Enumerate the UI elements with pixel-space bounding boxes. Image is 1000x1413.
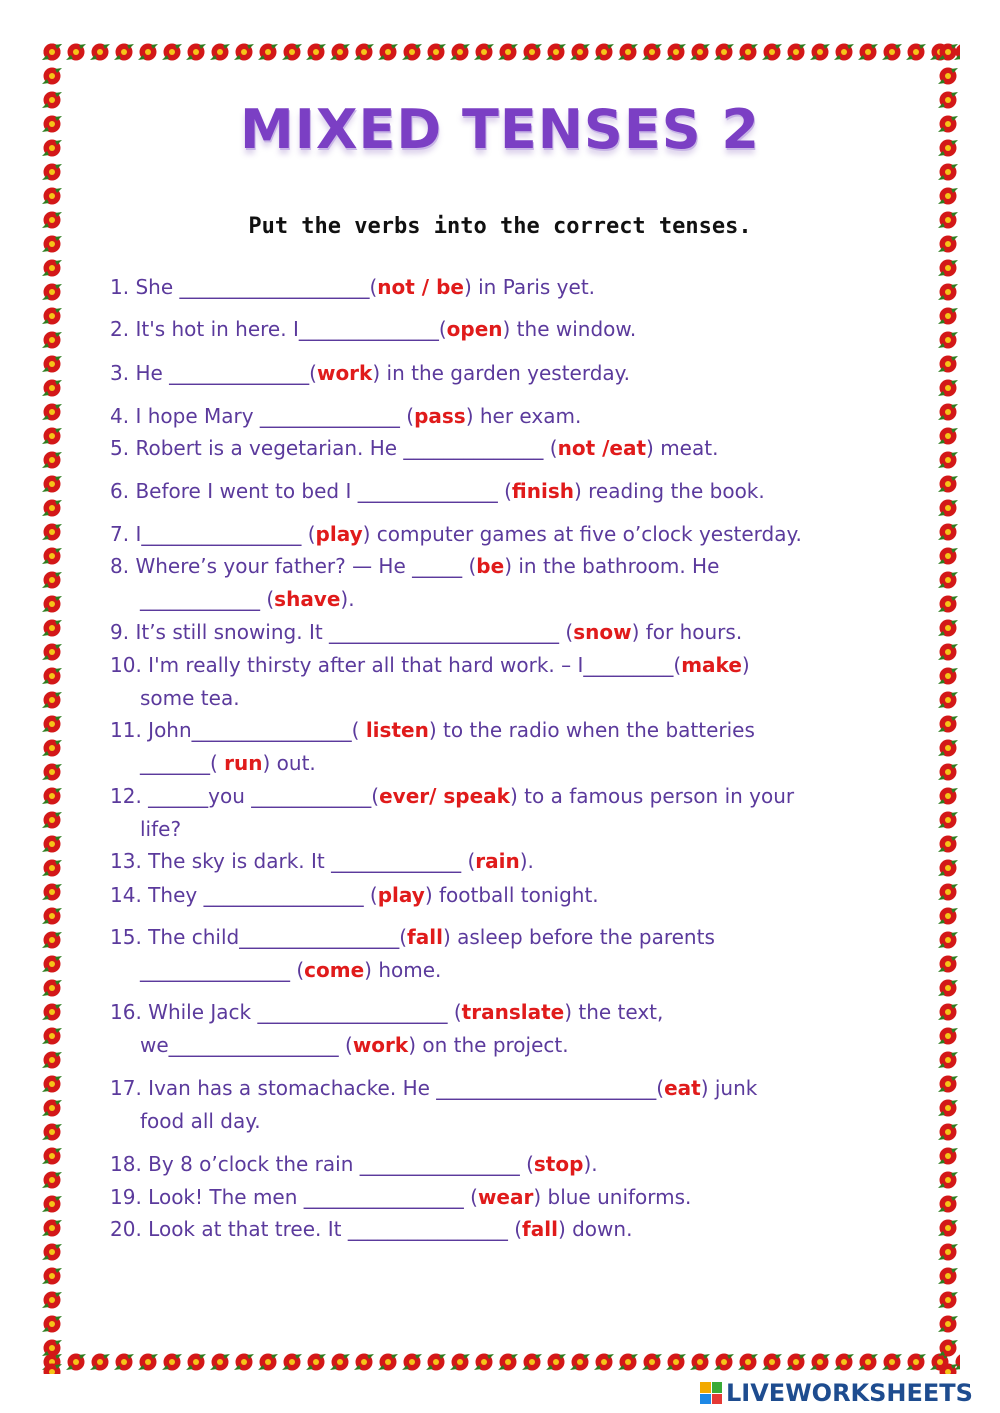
verb-hint: eat [664,1076,701,1100]
question-15 [110,921,920,987]
question-5 [110,432,920,465]
question-text-end: ) computer games at five o’clock yesterday. [362,522,802,546]
verb-hint: pass [414,404,466,428]
question-continuation [110,1029,920,1062]
question-text[interactable]: some tea. [140,686,240,710]
question-number: 13. [110,849,149,873]
question-continuation [110,682,920,715]
question-number: 15. [110,925,149,949]
question-number: 14. [110,883,149,907]
liveworksheets-logo-icon [700,1382,722,1404]
verb-hint: ever/ speak [379,784,510,808]
question-8 [110,550,920,616]
verb-hint: open [446,317,503,341]
question-10 [110,649,920,715]
question-number: 1. [110,275,136,299]
question-text[interactable]: The child________________( [148,925,408,949]
question-text[interactable]: They ________________ ( [148,883,378,907]
verb-hint: rain [475,849,520,873]
verb-hint: play [377,883,425,907]
question-text[interactable]: food all day. [140,1109,261,1133]
question-text-end: ) to a famous person in your [509,784,795,808]
question-text[interactable]: It's hot in here. I______________( [135,317,447,341]
footer-logo [700,1378,973,1408]
question-number: 19. [110,1185,149,1209]
verb-hint: run [224,751,263,775]
question-text[interactable]: Look at that tree. It ________________ ( [148,1217,523,1241]
question-text[interactable]: The sky is dark. It _____________ ( [148,849,476,873]
flower-border-left [40,40,64,1374]
flower-border-bottom [40,1350,960,1374]
verb-hint: come [304,958,365,982]
verb-hint: snow [573,620,632,644]
question-text-end: ) home. [364,958,442,982]
question-text-end: ) football tonight. [424,883,599,907]
question-text[interactable]: Robert is a vegetarian. He ______________ ( [135,436,558,460]
question-text-end: ) in the bathroom. He [504,554,720,578]
question-number: 4. [110,404,136,428]
verb-hint: fall [522,1217,558,1241]
flower-border-top [40,40,960,64]
verb-hint: work [352,1033,409,1057]
worksheet-title: MIXED TENSES 2 [240,98,760,161]
question-number: 11. [110,718,149,742]
question-7 [110,518,920,551]
question-text-end: ) asleep before the parents [442,925,715,949]
question-text-end: ) in Paris yet. [463,275,596,299]
question-number: 12. [110,784,149,808]
question-number: 10. [110,653,149,677]
question-number: 20. [110,1217,149,1241]
question-text-end: ) reading the book. [573,479,765,503]
verb-hint: stop [533,1152,584,1176]
question-4 [110,400,920,433]
question-text[interactable]: It’s still snowing. It _______________________ ( [135,620,574,644]
question-continuation [110,747,920,780]
question-text[interactable]: She ___________________( [135,275,378,299]
question-12 [110,780,920,846]
question-number: 5. [110,436,136,460]
verb-hint: work [316,361,373,385]
question-17 [110,1072,920,1138]
question-number: 7. [110,522,136,546]
question-text-end: ) her exam. [465,404,582,428]
question-13 [110,845,920,878]
verb-hint: fall [407,925,443,949]
question-number: 9. [110,620,136,644]
verb-hint: shave [274,587,341,611]
question-number: 16. [110,1000,149,1024]
question-number: 3. [110,361,136,385]
question-text[interactable]: Where’s your father? — He _____ ( [135,554,477,578]
question-text-end: ) in the garden yesterday. [372,361,631,385]
question-text[interactable]: I'm really thirsty after all that hard work. – I_________( [148,653,682,677]
question-number: 17. [110,1076,149,1100]
footer-brand: LIVEWORKSHEETS [726,1379,973,1407]
question-text-end: ) out. [262,751,316,775]
question-continuation [110,1105,920,1138]
question-6 [110,475,920,508]
question-text[interactable]: John________________( [148,718,366,742]
question-text[interactable]: By 8 o’clock the rain ________________ ( [148,1152,534,1176]
question-text-end: ). [519,849,534,873]
verb-hint: translate [461,1000,565,1024]
question-text[interactable]: life? [140,817,182,841]
question-text-end: ) blue uniforms. [533,1185,692,1209]
question-text[interactable]: we_________________ ( [140,1033,353,1057]
question-text[interactable]: _______________ ( [140,958,305,982]
question-number: 8. [110,554,136,578]
flower-border-right [936,40,960,1374]
question-number: 6. [110,479,136,503]
question-18 [110,1148,920,1181]
verb-hint: play [315,522,363,546]
question-continuation [110,813,920,846]
question-text[interactable]: I hope Mary ______________ ( [135,404,415,428]
instructions: Put the verbs into the correct tenses. [248,214,752,239]
question-16 [110,996,920,1062]
question-9 [110,616,920,649]
question-2 [110,313,920,346]
question-text-end: ) on the project. [408,1033,569,1057]
verb-hint: not /eat [557,436,647,460]
question-text-end: ). [583,1152,598,1176]
question-text[interactable]: While Jack ___________________ ( [148,1000,462,1024]
question-number: 18. [110,1152,149,1176]
question-text[interactable]: _______( [140,751,225,775]
question-continuation [110,954,920,987]
question-text-end: ) junk [700,1076,758,1100]
question-text[interactable]: Before I went to bed I ______________ ( [135,479,512,503]
question-text[interactable]: Ivan has a stomachacke. He ______________________( [148,1076,665,1100]
question-text-end: ) for hours. [631,620,743,644]
question-text-end: ) down. [557,1217,633,1241]
question-text-end: ) to the radio when the batteries [428,718,755,742]
question-number: 2. [110,317,136,341]
question-14 [110,879,920,912]
question-1 [110,271,920,304]
question-text[interactable]: ____________ ( [140,587,275,611]
verb-hint: make [681,653,742,677]
verb-hint: be [476,554,505,578]
question-text-end: ) [741,653,750,677]
question-text-end: ) meat. [646,436,719,460]
verb-hint: finish [511,479,574,503]
question-text[interactable]: I________________ ( [135,522,316,546]
question-text-end: ) the window. [502,317,637,341]
question-text-end: ). [340,587,355,611]
question-text[interactable]: ______you ____________( [148,784,380,808]
question-continuation [110,583,920,616]
question-text-end: ) the text, [564,1000,664,1024]
question-3 [110,357,920,390]
question-20 [110,1213,920,1246]
question-19 [110,1181,920,1214]
question-text[interactable]: He ______________( [135,361,317,385]
question-text[interactable]: Look! The men ________________ ( [148,1185,478,1209]
verb-hint: listen [365,718,429,742]
question-11 [110,714,920,780]
verb-hint: not / be [377,275,464,299]
verb-hint: wear [477,1185,534,1209]
